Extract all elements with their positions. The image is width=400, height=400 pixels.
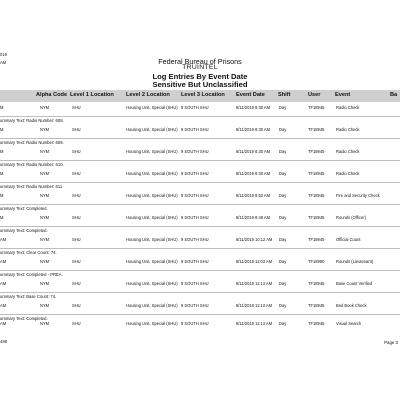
row-id: M <box>0 215 4 220</box>
col-level1-location: Level 1 Location <box>70 92 114 98</box>
report-title: Log Entries By Event Date <box>152 72 248 81</box>
col-level2-location: Level 2 Location <box>126 92 170 98</box>
cell-event-date: 8/11/2019 8:52 AM <box>236 193 271 198</box>
cell-user: TF18990 <box>308 259 325 264</box>
cell-shift: Day <box>279 281 287 286</box>
row-id: M <box>0 193 4 198</box>
row-divider <box>0 314 400 315</box>
cell-shift: Day <box>279 215 287 220</box>
cell-user: TF18945 <box>308 321 325 326</box>
cell-level2: Housing Unit, Special (SHU) <box>126 149 178 154</box>
cell-shift: Day <box>279 149 287 154</box>
cell-event-date: 8/11/2019 11:13 AM <box>236 321 273 326</box>
row-id: M <box>0 105 4 110</box>
cell-level2: Housing Unit, Special (SHU) <box>126 321 178 326</box>
cell-event: Base Count Verified <box>336 281 373 286</box>
summary-text: ummary Text: Completed. <box>0 206 48 211</box>
row-divider <box>0 116 400 117</box>
cell-alpha: NYM <box>40 215 50 220</box>
cell-shift: Day <box>279 127 287 132</box>
cell-level1: SHU <box>72 171 81 176</box>
col-ba: Ba <box>390 92 398 98</box>
cell-event: Radio Check <box>336 149 360 154</box>
summary-text: ummary Text: Radio Number: 611. <box>0 184 64 189</box>
cell-user: TF18945 <box>308 193 325 198</box>
cell-level3: 9 SOUTH SHU <box>181 303 209 308</box>
cell-user: TF18945 <box>308 237 325 242</box>
report-run-date: 019 <box>0 52 7 57</box>
row-divider <box>0 160 400 161</box>
row-divider <box>0 248 400 249</box>
system-title: TRUINTEL <box>182 64 218 71</box>
summary-text: ummary Text: Radio Number: 610. <box>0 162 64 167</box>
row-divider <box>0 138 400 139</box>
cell-alpha: NYM <box>40 281 50 286</box>
report-run-time: AM <box>0 60 7 65</box>
cell-event-date: 8/11/2019 8:30 AM <box>236 105 271 110</box>
table-row <box>0 144 400 166</box>
col-event: Event <box>335 92 351 98</box>
cell-user: TF18945 <box>308 105 325 110</box>
cell-level2: Housing Unit, Special (SHU) <box>126 259 178 264</box>
cell-level3: 9 SOUTH SHU <box>181 149 209 154</box>
cell-level2: Housing Unit, Special (SHU) <box>126 281 178 286</box>
cell-event-date: 8/11/2019 11:03 AM <box>236 259 273 264</box>
cell-event-date: 8/11/2019 8:30 AM <box>236 127 271 132</box>
table-row <box>0 316 400 338</box>
row-divider <box>0 182 400 183</box>
col-event-date: Event Date <box>236 92 265 98</box>
row-divider <box>0 270 400 271</box>
cell-level3: 9 SOUTH SHU <box>181 321 209 326</box>
cell-event-date: 8/11/2019 10:12 AM <box>236 237 273 242</box>
cell-alpha: NYM <box>40 105 50 110</box>
summary-text: ummary Text: Completed. <box>0 316 48 321</box>
col-level3-location: Level 3 Location <box>181 92 225 98</box>
cell-event: Rounds (Lieutenant) <box>336 259 374 264</box>
cell-level2: Housing Unit, Special (SHU) <box>126 193 178 198</box>
table-row <box>0 100 400 122</box>
cell-level3: 9 SOUTH SHU <box>181 281 209 286</box>
cell-alpha: NYM <box>40 127 50 132</box>
cell-event-date: 8/11/2019 8:30 AM <box>236 149 271 154</box>
cell-level1: SHU <box>72 149 81 154</box>
cell-shift: Day <box>279 193 287 198</box>
summary-text: ummary Text: Completed. <box>0 228 48 233</box>
cell-event: Bed Book Check <box>336 303 367 308</box>
row-id: AM <box>0 237 7 242</box>
cell-level2: Housing Unit, Special (SHU) <box>126 303 178 308</box>
cell-level2: Housing Unit, Special (SHU) <box>126 171 178 176</box>
cell-level2: Housing Unit, Special (SHU) <box>126 127 178 132</box>
cell-event: Visual Search <box>336 321 362 326</box>
cell-level1: SHU <box>72 215 81 220</box>
classification-label: Sensitive But Unclassified <box>152 80 248 89</box>
cell-event-date: 8/11/2019 11:13 AM <box>236 281 273 286</box>
cell-level3: 9 SOUTH SHU <box>181 171 209 176</box>
cell-level3: 9 SOUTH SHU <box>181 105 209 110</box>
cell-alpha: NYM <box>40 321 50 326</box>
cell-event-date: 8/11/2019 8:48 AM <box>236 215 271 220</box>
cell-user: TF18945 <box>308 149 325 154</box>
cell-level1: SHU <box>72 127 81 132</box>
summary-text: ummary Text: Clear Count: 74. <box>0 250 57 255</box>
page-number: Page 3 <box>384 340 398 345</box>
cell-level2: Housing Unit, Special (SHU) <box>126 105 178 110</box>
cell-user: TF18945 <box>308 215 325 220</box>
cell-level2: Housing Unit, Special (SHU) <box>126 215 178 220</box>
cell-event: Official Count <box>336 237 361 242</box>
cell-shift: Day <box>279 321 287 326</box>
cell-shift: Day <box>279 105 287 110</box>
cell-shift: Day <box>279 303 287 308</box>
cell-event-date: 8/11/2019 8:30 AM <box>236 171 271 176</box>
cell-event: Radio Check <box>336 127 360 132</box>
agency-title: Federal Bureau of Prisons <box>158 57 242 66</box>
summary-text: ummary Text: Base Count: 74. <box>0 294 57 299</box>
cell-level1: SHU <box>72 105 81 110</box>
summary-text: ummary Text: Radio Number: 608. <box>0 118 64 123</box>
row-divider <box>0 292 400 293</box>
row-id: AM <box>0 259 7 264</box>
cell-event: Fire and Security Check <box>336 193 380 198</box>
cell-level1: SHU <box>72 303 81 308</box>
cell-alpha: NYM <box>40 149 50 154</box>
row-id: AM <box>0 303 7 308</box>
row-divider <box>0 204 400 205</box>
table-row <box>0 166 400 188</box>
cell-event: Rounds (Officer) <box>336 215 366 220</box>
table-row <box>0 276 400 298</box>
col-alpha-code: Alpha Code <box>36 92 68 98</box>
table-row <box>0 254 400 276</box>
cell-level1: SHU <box>72 321 81 326</box>
cell-user: TF18945 <box>308 127 325 132</box>
cell-level3: 9 SOUTH SHU <box>181 259 209 264</box>
cell-shift: Day <box>279 237 287 242</box>
row-id: AM <box>0 281 7 286</box>
summary-text: ummary Text: Completed - PREA. <box>0 272 63 277</box>
row-id: M <box>0 127 4 132</box>
cell-user: TF18945 <box>308 303 325 308</box>
cell-level3: 9 SOUTH SHU <box>181 127 209 132</box>
table-row <box>0 232 400 254</box>
row-id: AM <box>0 321 7 326</box>
cell-event: Radio Check <box>336 105 360 110</box>
cell-alpha: NYM <box>40 237 50 242</box>
cell-event: Radio Check <box>336 171 360 176</box>
cell-level2: Housing Unit, Special (SHU) <box>126 237 178 242</box>
cell-user: TF18945 <box>308 281 325 286</box>
cell-alpha: NYM <box>40 303 50 308</box>
table-row <box>0 188 400 210</box>
cell-level1: SHU <box>72 259 81 264</box>
cell-level1: SHU <box>72 237 81 242</box>
cell-alpha: NYM <box>40 193 50 198</box>
cell-alpha: NYM <box>40 171 50 176</box>
table-row <box>0 210 400 232</box>
row-id: M <box>0 149 4 154</box>
col-user: User <box>308 92 321 98</box>
cell-event-date: 8/11/2019 11:13 AM <box>236 303 273 308</box>
cell-shift: Day <box>279 259 287 264</box>
footer-run-id: 488 <box>0 339 7 344</box>
summary-text: ummary Text: Radio Number: 609. <box>0 140 64 145</box>
cell-level3: 9 SOUTH SHU <box>181 193 209 198</box>
cell-level1: SHU <box>72 193 81 198</box>
cell-alpha: NYM <box>40 259 50 264</box>
cell-level3: 9 SOUTH SHU <box>181 215 209 220</box>
cell-level1: SHU <box>72 281 81 286</box>
row-id: M <box>0 171 4 176</box>
cell-level3: 9 SOUTH SHU <box>181 237 209 242</box>
cell-shift: Day <box>279 171 287 176</box>
table-row <box>0 122 400 144</box>
col-shift: Shift <box>278 92 291 98</box>
row-divider <box>0 226 400 227</box>
cell-user: TF18945 <box>308 171 325 176</box>
